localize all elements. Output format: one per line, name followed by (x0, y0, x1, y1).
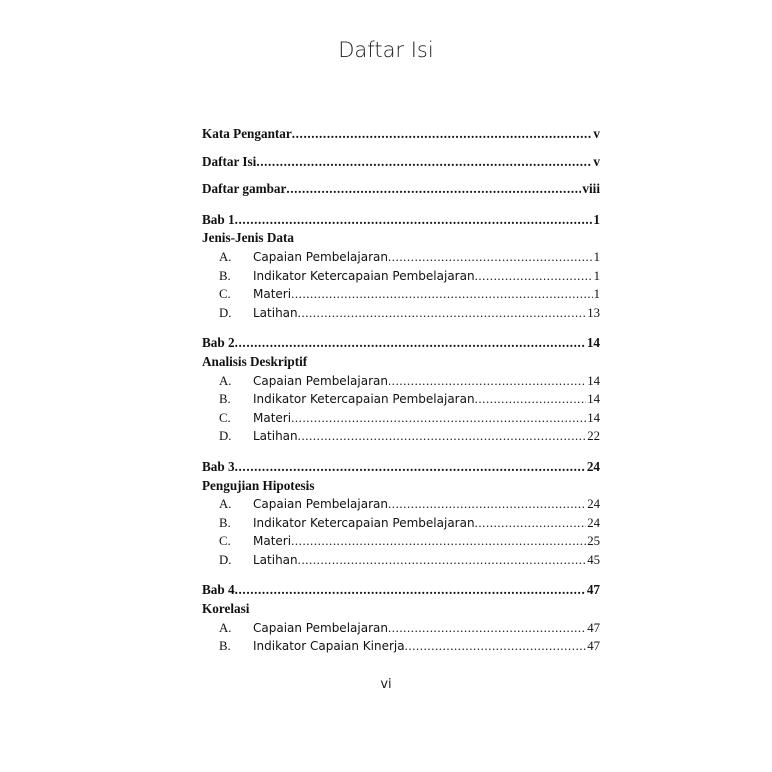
item-label: Materi (253, 410, 292, 425)
item-label: Capaian Pembelajaran (253, 373, 388, 388)
item-letter: B. (219, 515, 231, 530)
toc-item[interactable] (202, 637, 600, 656)
toc-item[interactable] (202, 427, 600, 446)
dot-leader (235, 458, 586, 477)
chapter-page: 1 (593, 211, 600, 227)
dot-leader (388, 248, 593, 267)
item-label: Capaian Pembelajaran (253, 620, 388, 635)
chapter-label: Bab 3 (202, 458, 235, 474)
item-label: Capaian Pembelajaran (253, 497, 388, 512)
item-letter: C. (219, 287, 231, 302)
dot-leader (291, 409, 586, 428)
dot-leader (475, 390, 587, 409)
toc-entry-label: Daftar Isi (202, 153, 257, 169)
item-label: Materi (253, 287, 292, 302)
toc-entry-page: v (593, 126, 600, 141)
item-page: 47 (587, 620, 600, 635)
dot-leader (475, 514, 587, 533)
chapter-page: 24 (586, 458, 600, 474)
item-letter: D. (219, 552, 232, 567)
dot-leader (256, 153, 592, 172)
toc-item[interactable] (202, 372, 600, 391)
item-page: 1 (593, 249, 600, 264)
toc-item[interactable] (202, 514, 600, 533)
item-label: Latihan (253, 552, 298, 567)
toc-entry-page: viii (582, 181, 600, 197)
item-label: Capaian Pembelajaran (253, 249, 388, 264)
item-page: 24 (587, 515, 600, 530)
toc-entry-page: v (593, 153, 600, 169)
dot-leader (298, 427, 587, 446)
item-letter: C. (219, 410, 231, 425)
item-letter: B. (219, 639, 231, 654)
page-title: Daftar Isi (338, 38, 434, 62)
item-page: 14 (587, 373, 600, 388)
toc-chapter-bab-2[interactable] (202, 334, 600, 353)
dot-leader (298, 304, 587, 323)
dot-leader (298, 551, 587, 570)
item-letter: C. (219, 534, 231, 549)
dot-leader (235, 211, 593, 230)
dot-leader (475, 267, 593, 286)
dot-leader (388, 619, 586, 638)
item-letter: D. (219, 305, 232, 320)
item-letter: A. (219, 373, 232, 388)
item-label: Indikator Ketercapaian Pembelajaran (253, 268, 475, 283)
item-letter: A. (219, 249, 232, 264)
toc-item[interactable] (202, 409, 600, 428)
toc-entry-daftar-gambar[interactable] (202, 180, 600, 199)
dot-leader (292, 125, 593, 144)
toc-item[interactable] (202, 495, 600, 514)
toc-entry-daftar-isi[interactable] (202, 153, 600, 172)
toc-item[interactable] (202, 304, 600, 323)
toc-chapter-bab-3[interactable] (202, 458, 600, 477)
item-letter: A. (219, 497, 232, 512)
toc-entry-label: Daftar gambar (202, 181, 287, 197)
item-page: 13 (587, 305, 600, 320)
item-page: 14 (587, 392, 600, 407)
item-page: 24 (587, 497, 600, 512)
table-of-contents (202, 125, 600, 656)
dot-leader (235, 334, 586, 353)
toc-item[interactable] (202, 267, 600, 286)
page-number: vi (380, 677, 392, 692)
item-letter: A. (219, 620, 232, 635)
item-page: 1 (593, 268, 600, 283)
toc-chapter-bab-4[interactable] (202, 581, 600, 600)
item-label: Indikator Capaian Kinerja (253, 639, 405, 654)
toc-item[interactable] (202, 285, 600, 304)
item-label: Latihan (253, 429, 298, 444)
chapter-title: Pengujian Hipotesis (202, 477, 315, 493)
chapter-title: Analisis Deskriptif (202, 353, 308, 369)
chapter-label: Bab 4 (202, 582, 235, 598)
item-letter: D. (219, 429, 232, 444)
item-label: Latihan (253, 305, 298, 320)
item-letter: B. (219, 392, 231, 407)
toc-item[interactable] (202, 532, 600, 551)
item-label: Indikator Ketercapaian Pembelajaran (253, 515, 475, 530)
toc-item[interactable] (202, 248, 600, 267)
chapter-page: 47 (586, 582, 600, 598)
toc-item[interactable] (202, 619, 600, 638)
item-page: 22 (587, 429, 600, 444)
item-page: 25 (587, 534, 600, 549)
item-label: Indikator Ketercapaian Pembelajaran (253, 392, 475, 407)
chapter-label: Bab 2 (202, 335, 235, 351)
dot-leader (388, 495, 586, 514)
toc-item[interactable] (202, 390, 600, 409)
dot-leader (291, 532, 586, 551)
item-page: 1 (593, 287, 600, 302)
item-page: 45 (587, 552, 600, 567)
toc-item[interactable] (202, 551, 600, 570)
toc-entry-label: Kata Pengantar (202, 126, 292, 141)
dot-leader (235, 581, 586, 600)
chapter-page: 14 (586, 335, 600, 351)
dot-leader (405, 637, 587, 656)
item-page: 47 (587, 639, 600, 654)
dot-leader (291, 285, 593, 304)
item-label: Materi (253, 534, 292, 549)
toc-chapter-bab-1[interactable] (202, 211, 600, 230)
chapter-label: Bab 1 (202, 211, 235, 227)
dot-leader (286, 180, 581, 199)
item-letter: B. (219, 268, 231, 283)
chapter-title: Jenis-Jenis Data (202, 230, 294, 246)
item-page: 14 (587, 410, 600, 425)
toc-entry-kata-pengantar[interactable] (202, 125, 600, 144)
chapter-title: Korelasi (202, 601, 250, 617)
dot-leader (388, 372, 586, 391)
